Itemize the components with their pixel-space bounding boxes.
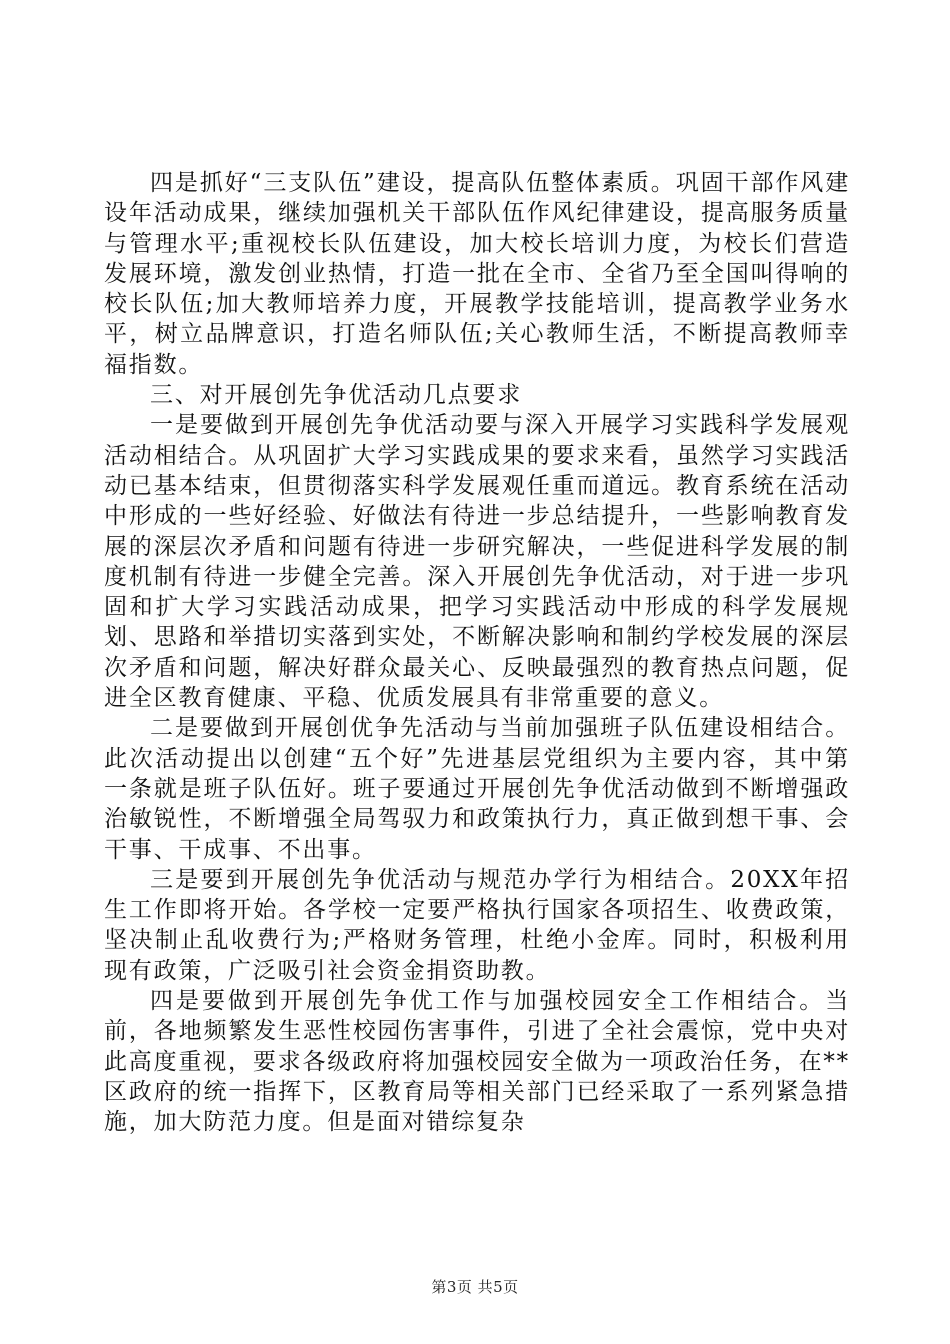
paragraph-requirement-2: 二是要做到开展创优争先活动与当前加强班子队伍建设相结合。此次活动提出以创建“五个好”先进基层党组织为主要内容，其中第一条就是班子队伍好。班子要通过开展创先争优活动做到不断增强政治敏锐性，不断增强全局驾驭力和政策执行力，真正做到想干事、会干事、干成事、不出事。: [104, 715, 850, 863]
paragraph-team-building: 四是抓好“三支队伍”建设，提高队伍整体素质。巩固干部作风建设年活动成果，继续加强机关干部队伍作风纪律建设，提高服务质量与管理水平;重视校长队伍建设，加大校长培训力度，为校长们营造发展环境，激发创业热情，打造一批在全市、全省乃至全国叫得响的校长队伍;加大教师培养力度，开展教学技能培训，提高教学业务水平，树立品牌意识，打造名师队伍;关心教师生活，不断提高教师幸福指数。: [104, 170, 850, 378]
document-body: [104, 168, 850, 1138]
section-heading-requirements: 三、对开展创先争优活动几点要求: [150, 382, 522, 409]
paragraph-requirement-3: 三是要到开展创先争优活动与规范办学行为相结合。20XX年招生工作即将开始。各学校一定要严格执行国家各项招生、收费政策，坚决制止乱收费行为;严格财务管理，杜绝小金库。同时，积极利用现有政策，广泛吸引社会资金捐资助教。: [104, 866, 850, 984]
page-footer: 第3页 共5页: [431, 1278, 519, 1296]
paragraph-requirement-1: 一是要做到开展创先争优活动要与深入开展学习实践科学发展观活动相结合。从巩固扩大学习实践成果的要求来看，虽然学习实践活动已基本结束，但贯彻落实科学发展观任重而道远。教育系统在活动中形成的一些好经验、好做法有待进一步总结提升，一些影响教育发展的深层次矛盾和问题有待进一步研究解决，一些促进科学发展的制度机制有待进一步健全完善。深入开展创先争优活动，对于进一步巩固和扩大学习实践活动成果，把学习实践活动中形成的科学发展规划、思路和举措切实落到实处，不断解决影响和制约学校发展的深层次矛盾和问题，解决好群众最关心、反映最强烈的教育热点问题，促进全区教育健康、平稳、优质发展具有非常重要的意义。: [104, 412, 850, 712]
paragraph-requirement-4: 四是要做到开展创先争优工作与加强校园安全工作相结合。当前，各地频繁发生恶性校园伤害事件，引进了全社会震惊，党中央对此高度重视，要求各级政府将加强校园安全做为一项政治任务，在**区政府的统一指挥下，区教育局等相关部门已经采取了一系列紧急措施，加大防范力度。但是面对错综复杂: [104, 988, 850, 1136]
